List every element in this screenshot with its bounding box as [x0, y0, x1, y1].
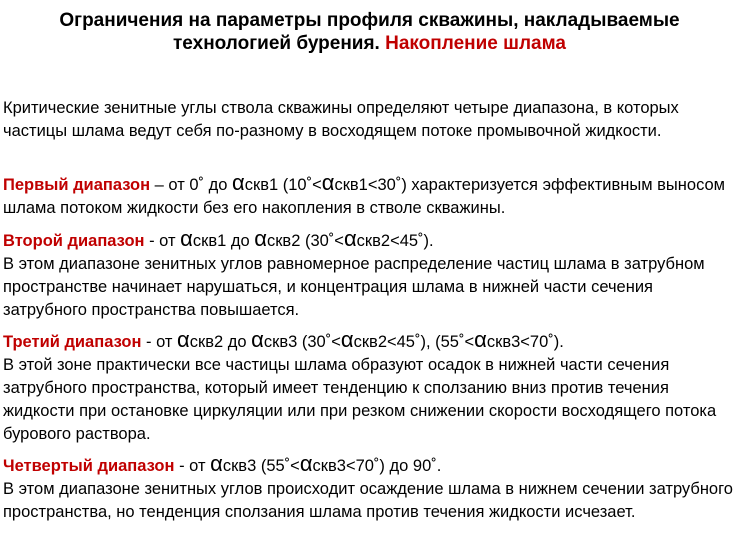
range-first [3, 170, 737, 220]
range-text: скв2<45˚). [356, 232, 434, 250]
range-fourth [3, 451, 737, 524]
alpha-symbol: α [251, 327, 264, 352]
range-heading: Третий диапазон [3, 333, 142, 351]
title-line-1: Ограничения на параметры профиля скважины, накладываемые [59, 10, 680, 31]
range-description: В этом диапазоне зенитных углов происходит осаждение шлама в нижнем сечении затрубного пространства, но тенденция сползания шлама против течения жидкости исчезает. [3, 480, 733, 521]
range-description: В этом диапазоне зенитных углов равномерное распределение частиц шлама в затрубном пространстве начинает нарушаться, и концентрация шлама в нижней части сечения затрубного пространства повышается. [3, 255, 705, 319]
range-heading-line [3, 226, 737, 253]
alpha-symbol: α [299, 451, 313, 476]
range-heading-line [3, 170, 737, 220]
range-text: скв2 (30˚< [266, 232, 344, 250]
range-text: скв3 (55˚< [222, 457, 300, 475]
range-text: – от 0˚ до [150, 176, 233, 194]
alpha-symbol: α [177, 327, 190, 352]
alpha-symbol: α [210, 451, 223, 476]
range-heading: Четвертый диапазон [3, 457, 175, 475]
range-text: - от [141, 333, 178, 351]
range-text: скв3<70˚). [486, 333, 564, 351]
range-text: скв1 до [192, 232, 255, 250]
title-accent: Накопление шлама [385, 33, 566, 54]
range-text: скв1 (10˚< [244, 176, 322, 194]
alpha-symbol: α [180, 226, 193, 251]
range-second [3, 226, 737, 322]
range-text: скв1<30˚) характеризуется эффективным выносом шлама потоком жидкости без его накопления в стволе скважины. [3, 176, 726, 217]
alpha-symbol: α [474, 327, 487, 352]
range-heading-line [3, 327, 737, 354]
page-title [0, 9, 739, 55]
range-heading: Второй диапазон [3, 232, 145, 250]
range-text: - от [144, 232, 181, 250]
range-text: скв2<45˚), (55˚< [353, 333, 475, 351]
range-text: скв2 до [189, 333, 252, 351]
range-heading-line [3, 451, 737, 478]
range-description: В этой зоне практически все частицы шлама образуют осадок в нижней части сечения затрубного пространства, который имеет тенденцию к сползанию вниз против течения жидкости при остановке циркуляции или при резком снижении скорости восходящего потока бурового раствора. [3, 356, 717, 443]
intro-paragraph: Критические зенитные углы ствола скважины определяют четыре диапазона, в которых частицы шлама ведут себя по-разному в восходящем потоке промывочной жидкости. [3, 99, 679, 140]
alpha-symbol: α [254, 226, 267, 251]
range-text: скв3<70˚) до 90˚. [312, 457, 442, 475]
title-line-2-main: технологией бурения. [173, 33, 386, 54]
range-heading: Первый диапазон [3, 176, 151, 194]
range-text: - от [174, 457, 211, 475]
alpha-symbol: α [340, 327, 354, 352]
alpha-symbol: α [232, 170, 245, 195]
alpha-symbol: α [321, 170, 335, 195]
title-line-2 [0, 32, 739, 55]
alpha-symbol: α [343, 226, 357, 251]
range-text: скв3 (30˚< [263, 333, 341, 351]
range-third [3, 327, 737, 446]
